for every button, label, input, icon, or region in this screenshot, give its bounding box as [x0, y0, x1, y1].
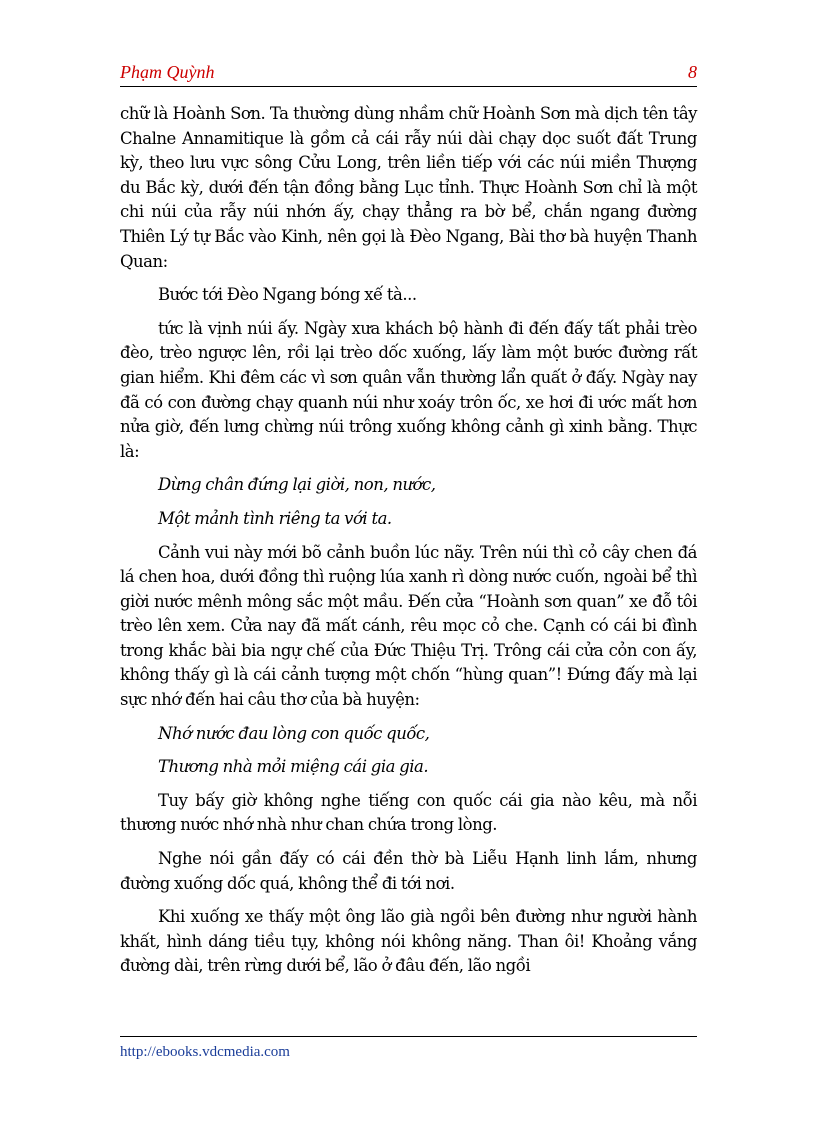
verse-line: Nhớ nước đau lòng con quốc quốc,: [158, 723, 430, 743]
page-number: 8: [688, 62, 697, 82]
page-body: [120, 102, 697, 988]
footer-url-link[interactable]: http://ebooks.vdcmedia.com: [120, 1044, 290, 1060]
paragraph: Nghe nói gần đấy có cái đền thờ bà Liễu Hạnh linh lắm, nhưng đường xuống dốc quá, không thể đi tới nơi.: [120, 849, 697, 893]
header-divider: [120, 86, 697, 87]
paragraph: Cảnh vui này mới bõ cảnh buồn lúc nãy. Trên núi thì cỏ cây chen đá lá chen hoa, dưới đồng thì ruộng lúa xanh rì dòng nước cuốn, ngoài bể thì giời nước mênh mông sắc một mầu. Đến cửa “Hoành sơn quan” xe đỗ tôi trèo lên xem. Cửa nay đã mất cánh, rêu mọc cỏ che. Cạnh có cái bi đình trong khắc bài bia ngự chế của Đức Thiệu Trị. Trông cái cửa cỏn con ấy, không thấy gì là cái cảnh tượng một chốn “hùng quan”! Đứng đấy mà lại sực nhớ đến hai câu thơ của bà huyện:: [120, 542, 697, 710]
verse-line: Bước tới Đèo Ngang bóng xế tà...: [158, 285, 417, 305]
page-header: [120, 62, 697, 86]
footer-divider: [120, 1036, 697, 1037]
paragraph: Khi xuống xe thấy một ông lão già ngồi bên đường như người hành khất, hình dáng tiều tụy, không nói không năng. Than ôi! Khoảng vắng đường dài, trên rừng dưới bể, lão ở đâu đến, lão ngồi: [120, 907, 697, 976]
verse-line: Thương nhà mỏi miệng cái gia gia.: [158, 757, 429, 777]
paragraph: chữ là Hoành Sơn. Ta thường dùng nhầm chữ Hoành Sơn mà dịch tên tây Chalne Annamitique là gồm cả cái rẫy núi dài chạy dọc suốt đất Trung kỳ, theo lưu vực sông Cửu Long, trên liền tiếp với các núi miền Thượng du Bắc kỳ, dưới đến tận đồng bằng Lục tỉnh. Thực Hoành Sơn chỉ là một chi núi của rẫy núi nhớn ấy, chạy thẳng ra bờ bể, chắn ngang đường Thiên Lý tự Bắc vào Kinh, nên gọi là Đèo Ngang, Bài thơ bà huyện Thanh Quan:: [120, 104, 697, 271]
verse-line: Dừng chân đứng lại giời, non, nước,: [158, 475, 436, 495]
header-author: Phạm Quỳnh: [120, 62, 215, 82]
verse-line: Một mảnh tình riêng ta với ta.: [158, 508, 392, 528]
paragraph: tức là vịnh núi ấy. Ngày xưa khách bộ hành đi đến đấy tất phải trèo đèo, trèo ngược lên, rồi lại trèo dốc xuống, lấy làm một bước đường rất gian hiểm. Khi đêm các vì sơn quân vẫn thường lẩn quất ở đấy. Ngày nay đã có con đường chạy quanh núi như xoáy trôn ốc, xe hơi đi ước mất hơn nửa giờ, đến lưng chừng núi trông xuống không cảnh gì xinh bằng. Thực là:: [120, 318, 697, 461]
paragraph: Tuy bấy giờ không nghe tiếng con quốc cái gia nào kêu, mà nỗi thương nước nhớ nhà như chan chứa trong lòng.: [120, 790, 697, 835]
